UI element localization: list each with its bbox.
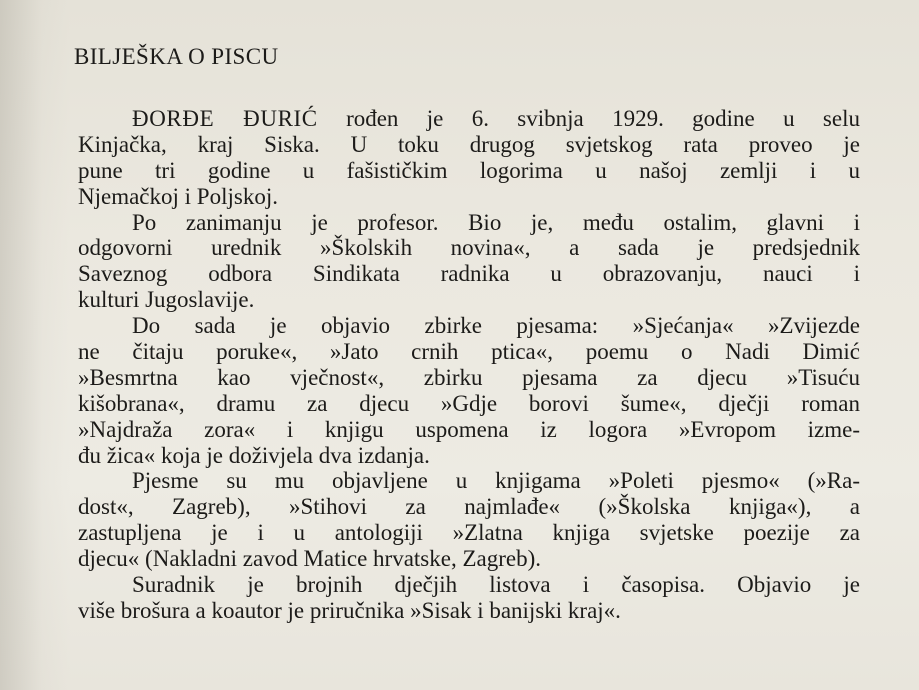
text-line: »Najdraža zora« i knjigu uspomena iz logora »Evropom izme- [78,416,860,442]
text-line: Suradnik je brojnih dječjih listova i časopisa. Objavio je [132,572,860,598]
text-line: zastupljena je i u antologiji »Zlatna knjiga svjetske poezije za [78,520,860,546]
text-line: odgovorni urednik »Školskih novina«, a sada je predsjednik [78,235,860,261]
biography-text [78,106,860,624]
text-line: kulturi Jugoslavije. [78,287,255,313]
text-line: Kinjačka, kraj Siska. U toku drugog svjetskog rata proveo je [78,131,860,157]
text-line: ne čitaju poruke«, »Jato crnih ptica«, poemu o Nadi Dimić [78,339,860,365]
text-line: »Besmrtna kao vječnost«, zbirku pjesama za djecu »Tisuću [78,364,860,390]
text-line: Po zanimanju je profesor. Bio je, među ostalim, glavni i [132,209,860,235]
text-line: Pjesme su mu objavljene u knjigama »Poleti pjesmo« (»Ra- [132,468,860,494]
author-name: ĐORĐE ĐURIĆ [132,106,318,131]
text-line: kišobrana«, dramu za djecu »Gdje borovi šume«, dječji roman [78,390,860,416]
text-line: dost«, Zagreb), »Stihovi za najmlađe« (»Školska knjiga«), a [78,494,860,520]
text-line: đu žica« koja je doživjela dva izdanja. [78,442,430,468]
page-heading: BILJEŠKA O PISCU [74,44,279,69]
text-line: više brošura a koautor je priručnika »Sisak i banijski kraj«. [78,597,621,623]
text-line: Njemačkoj i Poljskoj. [78,183,278,209]
text-line: pune tri godine u fašističkim logorima u našoj zemlji i u [78,157,860,183]
text-line: Saveznog odbora Sindikata radnika u obrazovanju, nauci i [78,261,860,287]
text-line: Do sada je objavio zbirke pjesama: »Sjećanja« »Zvijezde [132,313,860,339]
text-line: djecu« (Nakladni zavod Matice hrvatske, Zagreb). [78,546,541,572]
text-line: ĐORĐE ĐURIĆ rođen je 6. svibnja 1929. godine u selu [132,106,860,131]
